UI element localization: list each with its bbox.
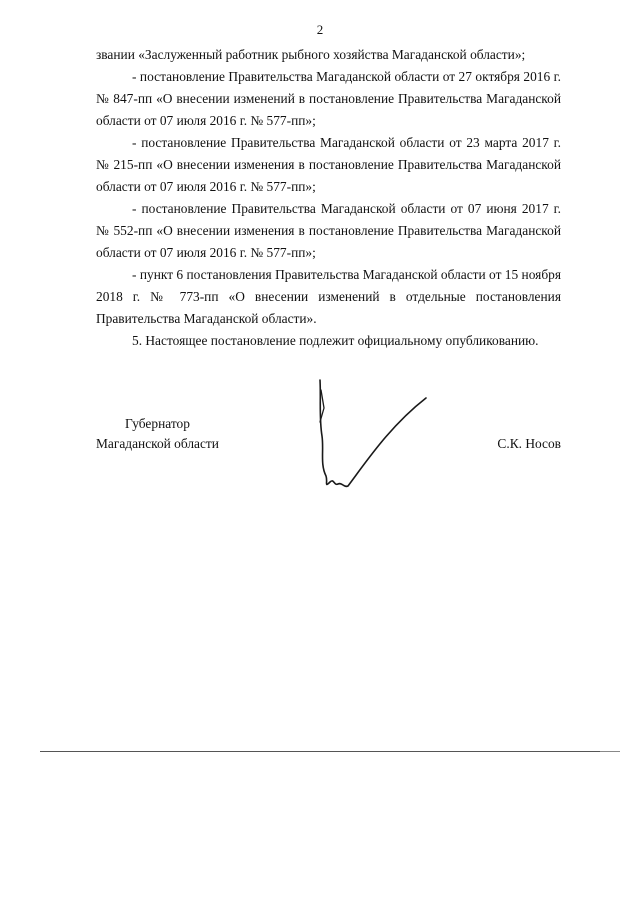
paragraph-resolution-847: - постановление Правительства Магаданской области от 27 октября 2016 г. № 847-пп «О внесении изменений в постановление Правительства Магаданской области от 07 июля 2016 г. № 577-пп»; — [96, 69, 561, 128]
signer-title — [96, 414, 219, 454]
paragraph-award-title: звании «Заслуженный работник рыбного хозяйства Магаданской области»; — [96, 47, 526, 62]
footer-rule-tail — [600, 751, 620, 752]
paragraph-resolution-215: - постановление Правительства Магаданской области от 23 марта 2017 г. № 215-пп «О внесении изменения в постановление Правительства Магаданской области от 07 июля 2016 г. № 577-пп»; — [96, 135, 561, 194]
paragraph-resolution-552: - постановление Правительства Магаданской области от 07 июня 2017 г. № 552-пп «О внесении изменения в постановление Правительства Магаданской области от 07 июля 2016 г. № 577-пп»; — [96, 201, 561, 260]
footer-rule — [40, 751, 600, 752]
paragraph-resolution-773: - пункт 6 постановления Правительства Магаданской области от 15 ноября 2018 г. № 773-пп «О внесении изменений в отдельные постановления Правительства Магаданской области». — [96, 267, 561, 326]
signature-block — [96, 414, 561, 494]
signer-title-line2: Магаданской области — [96, 436, 219, 451]
document-body — [96, 44, 561, 352]
signer-name: С.К. Носов — [497, 436, 561, 451]
signer-title-line1: Губернатор — [125, 416, 190, 431]
paragraph-publication: 5. Настоящее постановление подлежит официальному опубликованию. — [132, 333, 539, 348]
page-number: 2 — [316, 22, 324, 37]
handwritten-signature — [308, 378, 438, 494]
